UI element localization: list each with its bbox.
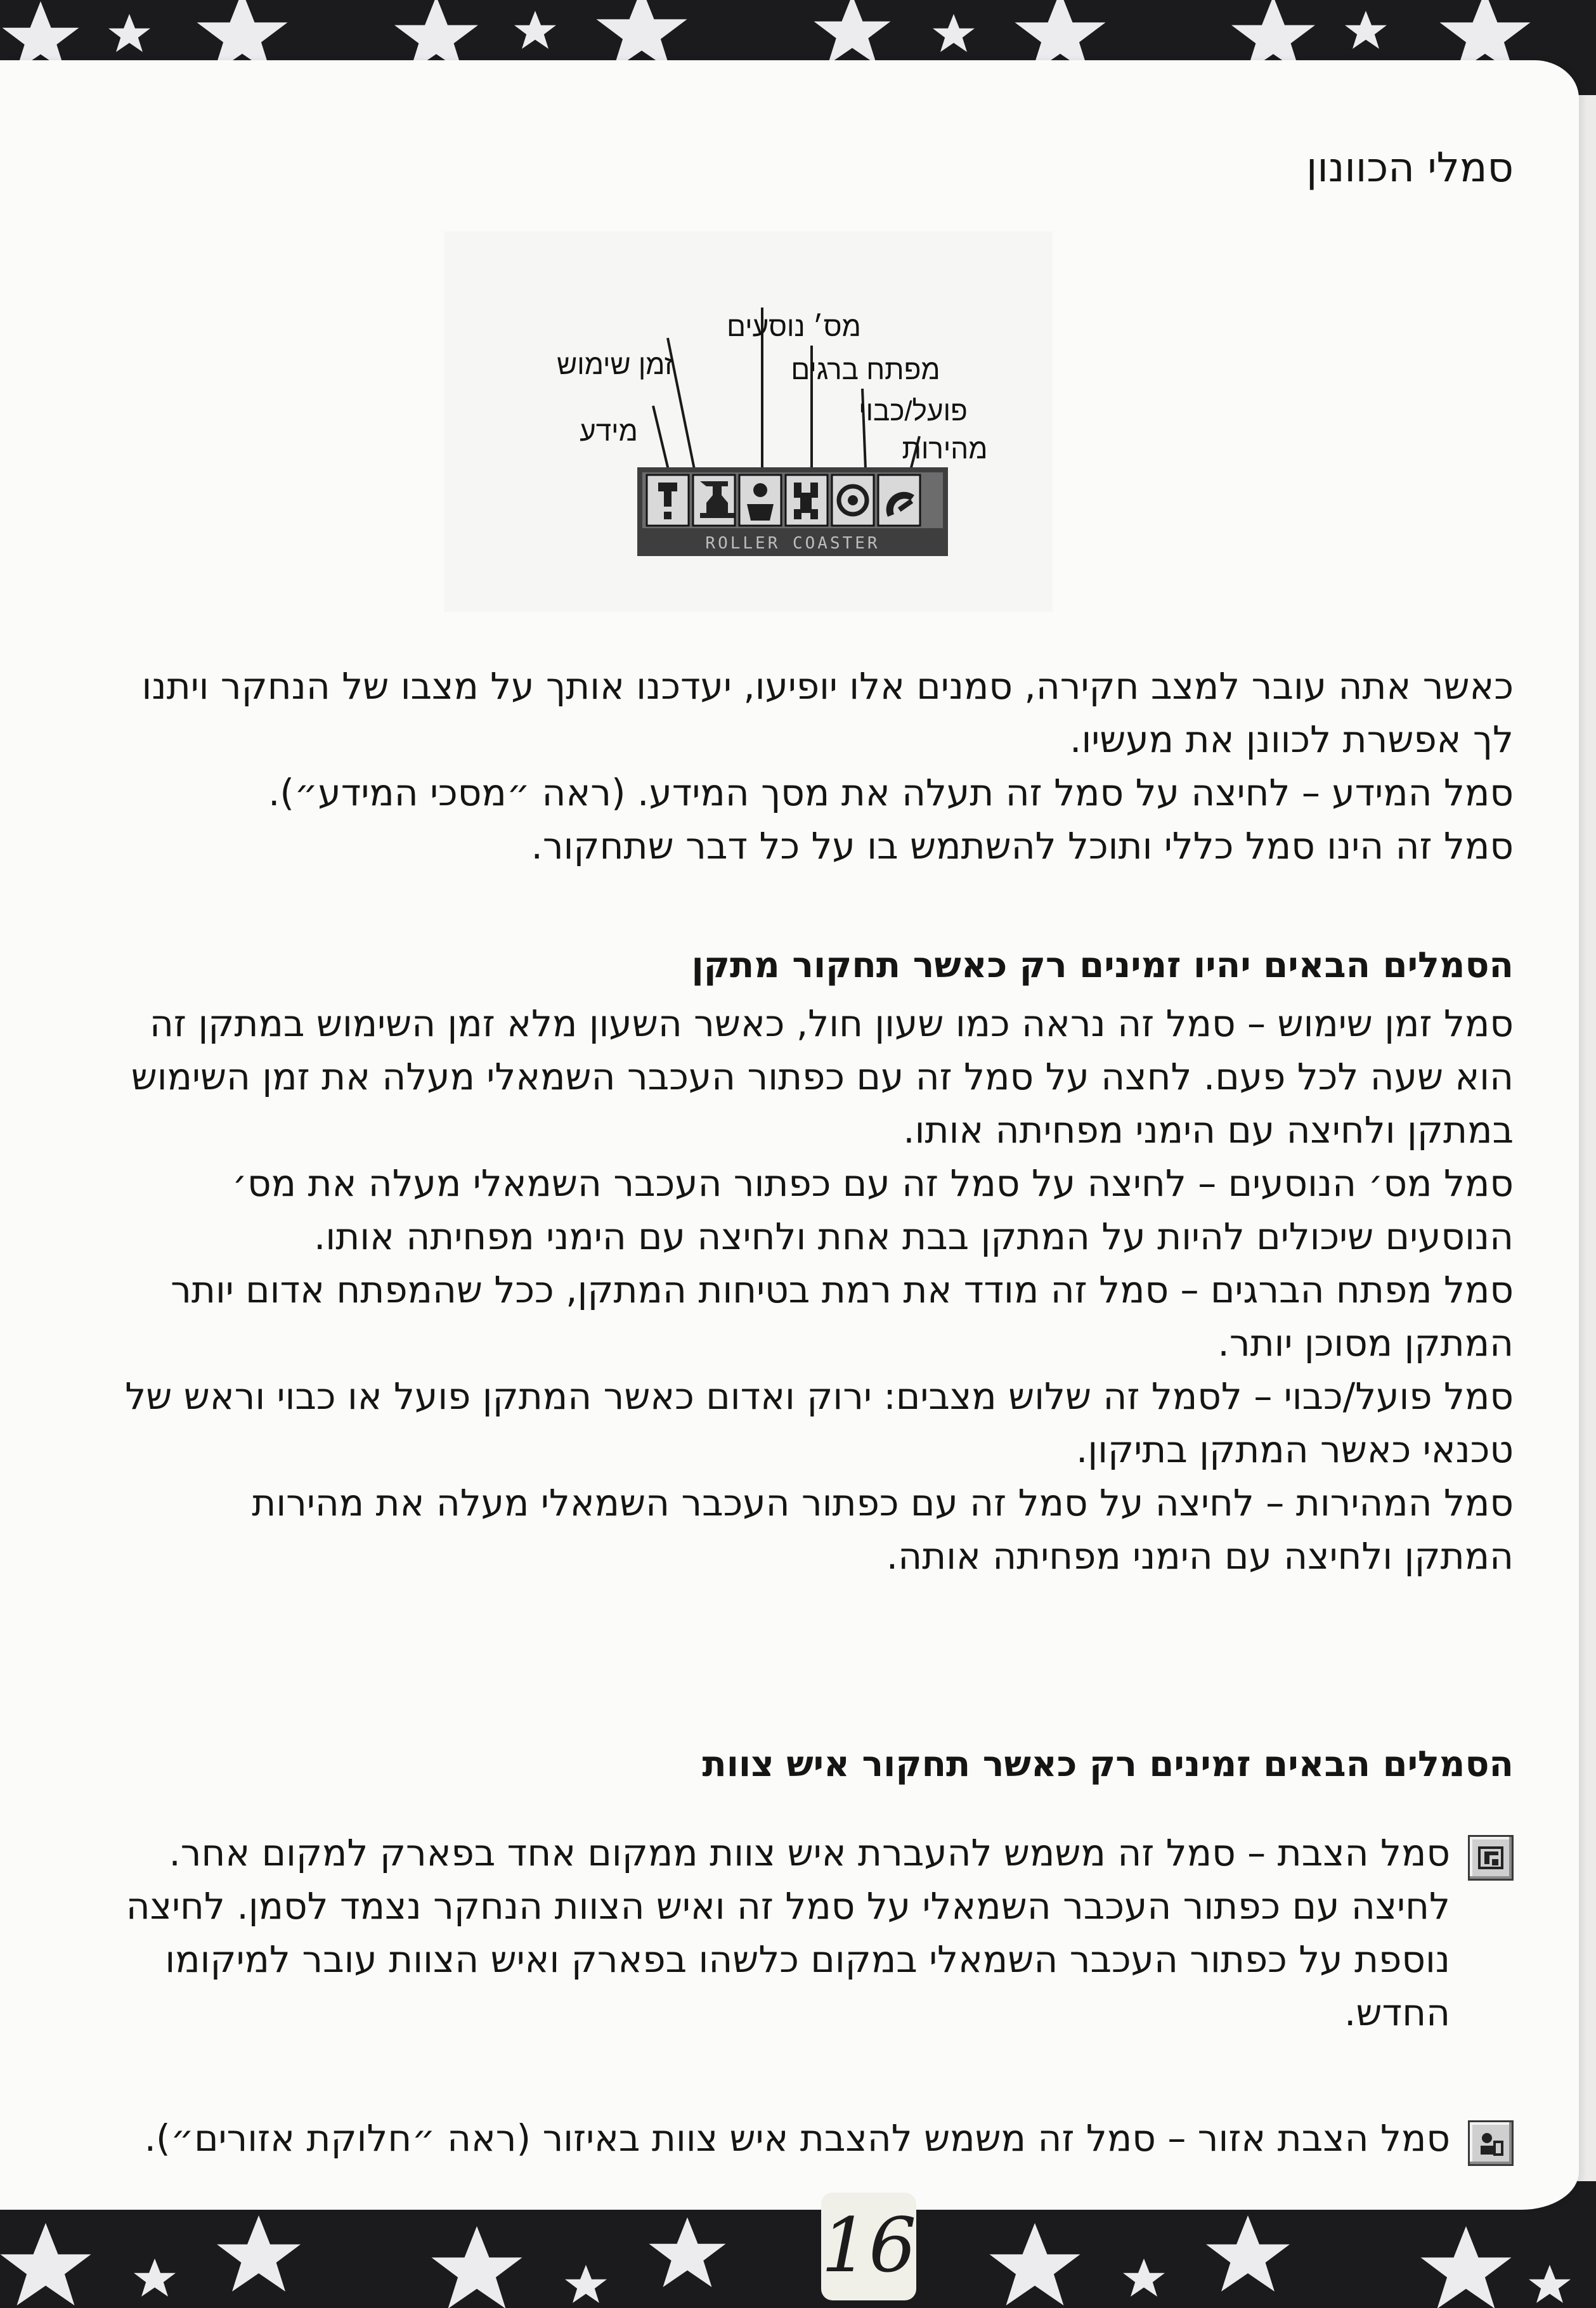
- intro-line: כאשר אתה עובר למצב חקירה, סמנים אלו יופיעו, יעדכנו אותך על מצבו של הנחקר ויתנו: [141, 665, 1514, 708]
- page-number-badge: [821, 2193, 916, 2300]
- ride-line: הוא שעה לכל פעם. לחצה על סמל זה עם כפתור העכבר השמאלי מעלה את זמן השימוש: [131, 1055, 1514, 1098]
- intro-line: סמל המידע – לחיצה על סמל זה תעלה את מסך המידע. (ראה ״מסכי המידע״).: [268, 771, 1514, 814]
- toolbar-strip: [637, 467, 948, 556]
- staff-placement-icon: [1468, 1835, 1514, 1881]
- callout-usage-time: זמן שימוש: [557, 349, 673, 380]
- ride-section-text: [62, 997, 1514, 1583]
- area-placement-icon: [1468, 2120, 1514, 2166]
- leader-info: [653, 406, 669, 472]
- toolbar-caption: ROLLER COASTER: [705, 534, 880, 553]
- staff-placement-line: לחיצה עם כפתור העכבר השמאלי על סמל זה ואיש הצוות הנחקר נצמד לסמן. לחיצה: [126, 1884, 1450, 1928]
- staff-placement-entry: [62, 1826, 1514, 2048]
- ride-line: סמל מס׳ הנוסעים – לחיצה על סמל זה עם כפתור העכבר השמאלי מעלה את מס׳: [231, 1162, 1514, 1205]
- intro-line: סמל זה הינו סמל כללי ותוכל להשתמש בו על כל דבר שתחקור.: [531, 824, 1514, 867]
- ride-line: סמל פועל/כבוי – לסמל זה שלוש מצבים: ירוק ואדום כאשר המתקן פועל או כבוי וראש של: [125, 1375, 1514, 1418]
- ride-line: סמל המהירות – לחיצה על סמל זה עם כפתור העכבר השמאלי מעלה את מהירות: [252, 1481, 1514, 1524]
- callout-wrench: מפתח ברגים: [791, 354, 940, 386]
- intro-line: לך אפשרת לכוונן את מעשיו.: [1070, 718, 1514, 761]
- page-number: 16: [821, 2201, 917, 2289]
- callout-on-off: פועל/כבוי: [859, 396, 968, 427]
- toolbar-diagram: [444, 231, 1053, 612]
- ride-section-heading: הסמלים הבאים יהיו זמינים רק כאשר תחקור מתקן: [691, 945, 1514, 986]
- area-placement-line: סמל הצבת אזור – סמל זה משמש להצבת איש צוות באיזור (ראה ״חלוקת אזורים״).: [144, 2117, 1450, 2160]
- ride-line: סמל זמן שימוש – סמל זה נראה כמו שעון חול, כאשר השעון מלא זמן השימוש במתקן זה: [150, 1002, 1514, 1045]
- ride-line: במתקן ולחיצה עם הימני מפחיתה אותו.: [903, 1108, 1514, 1151]
- staff-placement-line: החדש.: [1344, 1991, 1450, 2034]
- callout-passengers: מס׳ נוסעים: [727, 311, 861, 342]
- ride-line: המתקן ולחיצה עם הימני מפחיתה אותה.: [886, 1534, 1514, 1578]
- area-placement-entry: [62, 2111, 1514, 2169]
- ride-line: טכנאי כאשר המתקן בתיקון.: [1076, 1428, 1514, 1471]
- staff-placement-line: נוספת על כפתור העכבר השמאלי במקום כלשהו בפארק ואיש הצוות עובר למיקומו: [165, 1938, 1450, 1981]
- staff-section-heading: הסמלים הבאים זמינים רק כאשר תחקור איש צוות: [702, 1744, 1514, 1785]
- toolbar-figure: [444, 231, 1053, 612]
- page-title: סמלי הכוונון: [1306, 145, 1514, 191]
- ride-line: סמל מפתח הברגים – סמל זה מודד את רמת בטיחות המתקן, ככל שהמפתח אדום יותר: [171, 1268, 1514, 1311]
- speed-icon: [878, 475, 920, 526]
- intro-text: [62, 659, 1514, 872]
- callout-info: מידע: [580, 416, 638, 447]
- staff-placement-line: סמל הצבת – סמל זה משמש להעברת איש צוות ממקום אחד בפארק למקום אחר.: [169, 1831, 1450, 1874]
- ride-line: הנוסעים שיכולים להיות על המתקן בבת אחת ולחיצה עם הימני מפחיתה אותו.: [313, 1215, 1514, 1258]
- ride-line: המתקן מסוכן יותר.: [1217, 1321, 1514, 1365]
- callout-speed: מהירות: [902, 434, 988, 465]
